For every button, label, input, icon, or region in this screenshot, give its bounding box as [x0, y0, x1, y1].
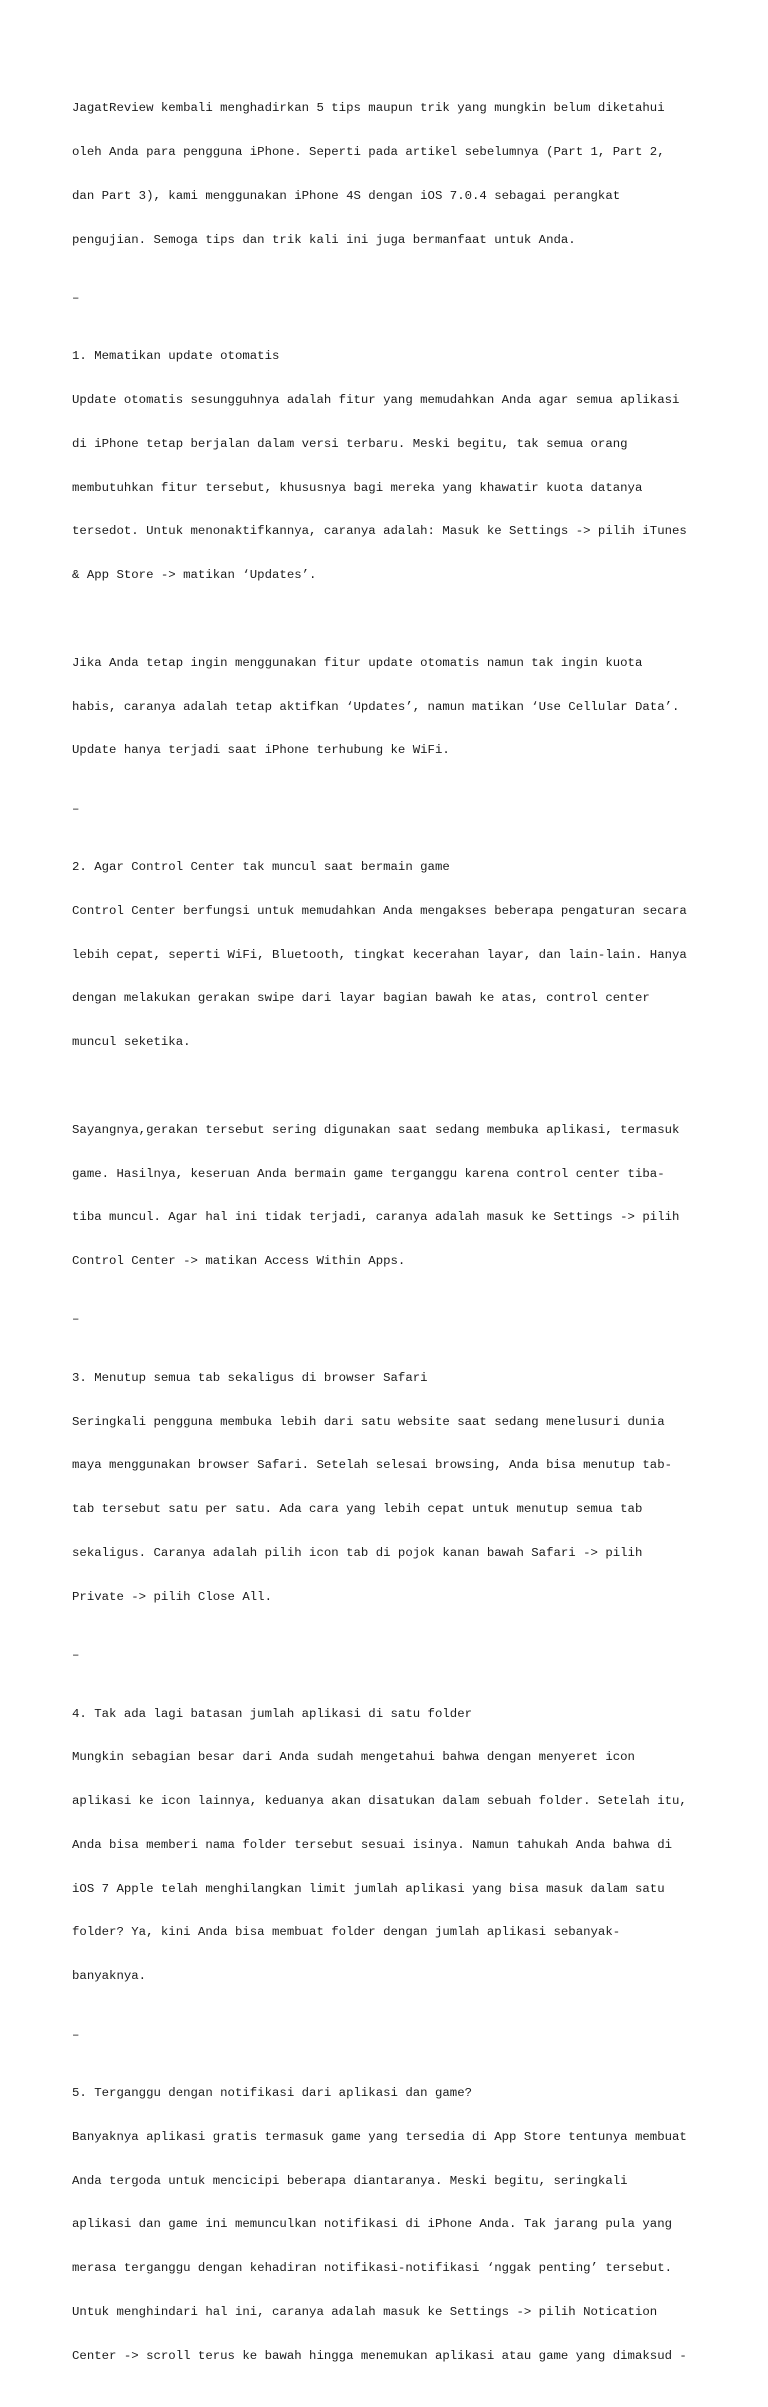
tip4-paragraph-1	[72, 1677, 712, 2013]
text-line: di iPhone tetap berjalan dalam versi terbaru. Meski begitu, tak semua orang	[72, 436, 628, 451]
tip2-paragraph-2	[72, 1094, 712, 1298]
text-line: tiba muncul. Agar hal ini tidak terjadi, caranya adalah masuk ke Settings -> pilih	[72, 1210, 680, 1225]
tip5-paragraph-1	[72, 2057, 712, 2393]
document-page	[72, 72, 712, 2407]
text-line: muncul seketika.	[72, 1035, 191, 1050]
text-line: Anda tergoda untuk mencicipi beberapa diantaranya. Meski begitu, seringkali	[72, 2173, 628, 2188]
text-line: Private -> pilih Close All.	[72, 1589, 273, 1604]
text-line: membutuhkan fitur tersebut, khususnya bagi mereka yang khawatir kuota datanya	[72, 480, 643, 495]
separator-4: –	[72, 1648, 80, 1663]
text-line: aplikasi dan game ini memunculkan notifikasi di iPhone Anda. Tak jarang pula yang	[72, 2217, 673, 2232]
text-line: JagatReview kembali menghadirkan 5 tips maupun trik yang mungkin belum diketahui	[72, 101, 665, 116]
tip1-paragraph-1	[72, 320, 712, 612]
intro-paragraph	[72, 72, 712, 276]
text-line: game. Hasilnya, keseruan Anda bermain game terganggu karena control center tiba-	[72, 1166, 665, 1181]
text-line: Update hanya terjadi saat iPhone terhubung ke WiFi.	[72, 743, 450, 758]
tip1-heading: 1. Mematikan update otomatis	[72, 349, 280, 364]
text-line: Untuk menghindari hal ini, caranya adalah masuk ke Settings -> pilih Notication	[72, 2304, 658, 2319]
text-line: Seringkali pengguna membuka lebih dari satu website saat sedang menelusuri dunia	[72, 1414, 665, 1429]
text-line: pengujian. Semoga tips dan trik kali ini juga bermanfaat untuk Anda.	[72, 232, 576, 247]
text-line: tersedot. Untuk menonaktifkannya, caranya adalah: Masuk ke Settings -> pilih iTunes	[72, 524, 687, 539]
text-line: sekaligus. Caranya adalah pilih icon tab di pojok kanan bawah Safari -> pilih	[72, 1545, 643, 1560]
tip3-paragraph-1	[72, 1342, 712, 1634]
text-line: Anda bisa memberi nama folder tersebut sesuai isinya. Namun tahukah Anda bahwa di	[72, 1837, 673, 1852]
text-line: folder? Ya, kini Anda bisa membuat folder dengan jumlah aplikasi sebanyak-	[72, 1925, 621, 1940]
text-line: Center -> scroll terus ke bawah hingga menemukan aplikasi atau game yang dimaksud -	[72, 2348, 687, 2363]
text-line: habis, caranya adalah tetap aktifkan ‘Updates’, namun matikan ‘Use Cellular Data’.	[72, 699, 680, 714]
tip1-paragraph-2	[72, 627, 712, 788]
text-line: lebih cepat, seperti WiFi, Bluetooth, tingkat kecerahan layar, dan lain-lain. Hanya	[72, 947, 687, 962]
tip2-heading: 2. Agar Control Center tak muncul saat bermain game	[72, 860, 450, 875]
text-line: banyaknya.	[72, 1969, 147, 1984]
separator-2: –	[72, 801, 80, 816]
text-line: iOS 7 Apple telah menghilangkan limit jumlah aplikasi yang bisa masuk dalam satu	[72, 1881, 665, 1896]
tip4-heading: 4. Tak ada lagi batasan jumlah aplikasi di satu folder	[72, 1706, 473, 1721]
text-line: Mungkin sebagian besar dari Anda sudah mengetahui bahwa dengan menyeret icon	[72, 1750, 635, 1765]
text-line: Control Center -> matikan Access Within Apps.	[72, 1254, 406, 1269]
text-line: Sayangnya,gerakan tersebut sering digunakan saat sedang membuka aplikasi, termasuk	[72, 1122, 680, 1137]
tip3-heading: 3. Menutup semua tab sekaligus di browser Safari	[72, 1370, 428, 1385]
text-line: Control Center berfungsi untuk memudahkan Anda mengakses beberapa pengaturan secara	[72, 903, 687, 918]
text-line: maya menggunakan browser Safari. Setelah selesai browsing, Anda bisa menutup tab-	[72, 1458, 673, 1473]
text-line: Update otomatis sesungguhnya adalah fitur yang memudahkan Anda agar semua aplikasi	[72, 393, 680, 408]
text-line: dengan melakukan gerakan swipe dari layar bagian bawah ke atas, control center	[72, 991, 650, 1006]
text-line: aplikasi ke icon lainnya, keduanya akan disatukan dalam sebuah folder. Setelah itu,	[72, 1794, 687, 1809]
tip5-heading: 5. Terganggu dengan notifikasi dari aplikasi dan game?	[72, 2085, 473, 2100]
separator-1: –	[72, 290, 80, 305]
text-line: oleh Anda para pengguna iPhone. Seperti pada artikel sebelumnya (Part 1, Part 2,	[72, 144, 665, 159]
tip2-paragraph-1	[72, 831, 712, 1079]
text-line: tab tersebut satu per satu. Ada cara yang lebih cepat untuk menutup semua tab	[72, 1502, 643, 1517]
text-line: Banyaknya aplikasi gratis termasuk game yang tersedia di App Store tentunya membuat	[72, 2129, 687, 2144]
separator-5: –	[72, 2027, 80, 2042]
separator-3: –	[72, 1312, 80, 1327]
text-line: & App Store -> matikan ‘Updates’.	[72, 568, 317, 583]
text-line: Jika Anda tetap ingin menggunakan fitur update otomatis namun tak ingin kuota	[72, 655, 643, 670]
text-line: merasa terganggu dengan kehadiran notifikasi-notifikasi ‘nggak penting’ tersebut.	[72, 2261, 673, 2276]
text-line: dan Part 3), kami menggunakan iPhone 4S dengan iOS 7.0.4 sebagai perangkat	[72, 188, 621, 203]
